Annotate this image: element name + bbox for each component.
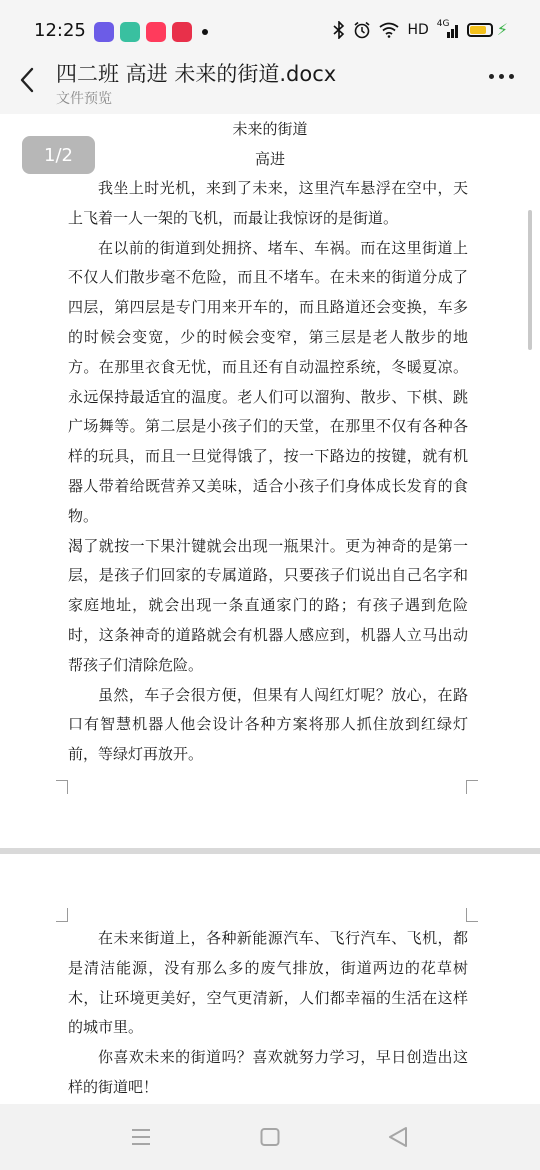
essay-title: 未来的街道 <box>232 120 308 138</box>
notification-icons <box>94 22 208 42</box>
page-indicator: 1/2 <box>22 136 95 174</box>
document-title: 四二班 高进 未来的街道.docx <box>56 62 337 86</box>
menu-icon[interactable] <box>130 1124 152 1150</box>
document-page-1 <box>0 114 540 848</box>
paragraph: 你喜欢未来的街道吗？喜欢就努力学习，早日创造出这样的街道吧！ <box>68 1048 468 1096</box>
signal-icon <box>436 18 459 38</box>
page-corner-mark <box>466 780 478 794</box>
page-corner-mark <box>466 908 478 922</box>
app-icon-3 <box>146 22 166 42</box>
document-subtitle: 文件预览 <box>56 91 112 107</box>
home-icon[interactable] <box>259 1124 281 1150</box>
document-page-2 <box>0 854 540 1104</box>
back-triangle-icon[interactable] <box>387 1124 409 1150</box>
page-1-body <box>68 174 468 770</box>
paragraph: 虽然，车子会很方便，但果有人闯红灯呢？放心，在路口有智慧机器人他会设计各种方案将那人抓住放到红绿灯前，等绿灯再放开。 <box>68 685 468 764</box>
battery-level <box>470 26 487 34</box>
status-right <box>333 20 508 39</box>
back-arrow-icon[interactable] <box>16 64 40 96</box>
status-bar <box>0 0 540 60</box>
alarm-icon <box>353 21 371 39</box>
app-icon-4 <box>172 22 192 42</box>
page-2-body <box>68 924 468 1103</box>
paragraph: 在以前的街道到处拥挤、堵车、车祸。而在这里街道上不仅人们散步毫不危险，而且不堵车。在未来的街道分成了四层，第四层是专门用来开车的，而且路道还会变换，车多的时候会变宽，少的时候会变窄，第三层是老人散步的地方。在那里衣食无忧，而且还有自动温控系统，冬暖夏凉。永远保持最适宜的温度。老人们可以溜狗、散步、下棋、跳广场舞等。第二层是小孩子们的天堂，在那里不仅有各种各样的玩具，而且一旦觉得饿了，按一下路边的按键，就有机器人带着给既营养又美味，适合小孩子们身体成长发育的食物。 <box>68 238 468 525</box>
charging-icon: ⚡ <box>496 20 508 39</box>
more-options-icon[interactable] <box>489 74 514 79</box>
system-nav-bar <box>0 1104 540 1170</box>
signal-label: 4G <box>436 18 450 29</box>
page-corner-mark <box>56 908 68 922</box>
paragraph: 我坐上时光机，来到了未来，这里汽车悬浮在空中，天上飞着一人一架的飞机，而最让我惊讶的是街道。 <box>68 179 468 227</box>
paragraph: 渴了就按一下果汁键就会出现一瓶果汁。更为神奇的是第一层，是孩子们回家的专属道路，只要孩子们说出自己名字和家庭地址，就会出现一条直通家门的路；有孩子遇到危险时，这条神奇的道路就会有机器人感应到，机器人立马出动帮孩子们清除危险。 <box>68 536 468 674</box>
network-type-label: HD <box>407 21 429 38</box>
page-corner-mark <box>56 780 68 794</box>
paragraph: 在未来街道上，各种新能源汽车、飞行汽车、飞机，都是清洁能源，没有那么多的废气排放，街道两边的花草树木，让环境更美好，空气更清新，人们都幸福的生活在这样的城市里。 <box>68 929 468 1037</box>
app-header <box>0 52 540 114</box>
more-notifications-dot-icon <box>202 29 208 35</box>
bluetooth-icon <box>333 21 345 39</box>
document-viewer[interactable] <box>0 114 540 1104</box>
wifi-icon <box>379 22 399 38</box>
essay-author: 高进 <box>254 150 285 168</box>
battery-icon <box>467 23 493 37</box>
app-icon-2 <box>120 22 140 42</box>
app-icon-1 <box>94 22 114 42</box>
status-time: 12:25 <box>34 20 86 41</box>
